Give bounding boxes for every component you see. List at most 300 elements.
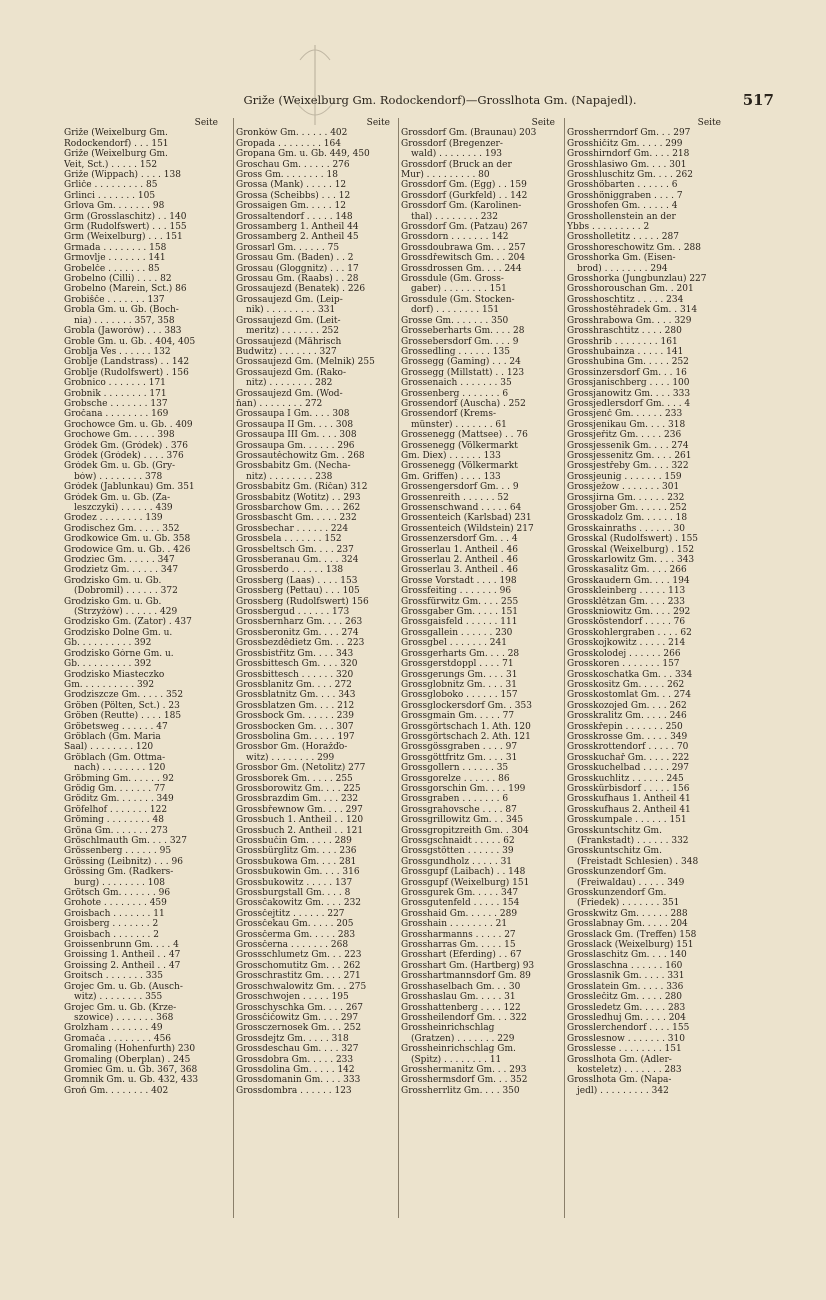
index-entry: Grosslaschitz Gm. . . . 140 bbox=[567, 950, 687, 961]
index-entry: Grosserlau 1. Antheil . 46 bbox=[401, 544, 518, 555]
index-entry: Grlinci . . . . . . . 105 bbox=[64, 190, 156, 201]
index-entry: Grosserlau 2. Antheil . 46 bbox=[401, 555, 518, 566]
index-entry: Grossdorf Gm. (Patzau) 267 bbox=[401, 222, 528, 233]
index-entry: Grossjestřeby Gm. . . . 322 bbox=[567, 461, 689, 472]
index-entry: Grosskumpale . . . . . . 151 bbox=[567, 815, 687, 826]
index-entry: Gross Gm. . . . . . . . 18 bbox=[236, 170, 338, 181]
index-entry: Grossharmanns . . . . . 27 bbox=[401, 929, 516, 940]
index-entry: Grossbukowitz . . . . . 137 bbox=[236, 877, 353, 888]
index-entry: Grossborowitz Gm. . . . 225 bbox=[236, 783, 361, 794]
index-entry: Grossdorf Gm. (Egg) . . 159 bbox=[401, 180, 527, 191]
index-entry: Groissing 2. Antheil . . 47 bbox=[64, 960, 181, 971]
index-entry: Gromaling (Oberplan) . 245 bbox=[64, 1054, 191, 1065]
index-entry: Grodziszcze Gm. . . . . 352 bbox=[64, 690, 184, 701]
index-entry: Grosshorka (Jungbunzlau) 227 bbox=[567, 274, 707, 285]
index-entry: Grodez . . . . . . . . 139 bbox=[64, 513, 163, 524]
index-entry: Grossjirna Gm. . . . . . 232 bbox=[567, 492, 685, 503]
index-entry: Grosserlau 3. Antheil . 46 bbox=[401, 565, 518, 576]
index-entry: Grossdule (Gm. Stocken- bbox=[401, 294, 515, 305]
index-entry: (Strzyżów) . . . . . . 429 bbox=[74, 607, 178, 618]
index-entry: Grosslasnik Gm. . . . . 331 bbox=[567, 971, 685, 982]
index-entry: Rodockendorf) . . . 151 bbox=[64, 138, 169, 149]
index-entry: Grm (Rudolfswert) . . . 155 bbox=[64, 222, 187, 233]
index-entry: Grossfeiting . . . . . . . 96 bbox=[401, 586, 512, 597]
column-divider bbox=[398, 118, 399, 1218]
index-entry: Grossdule (Gm. Gross- bbox=[401, 274, 504, 285]
index-entry: Grossdoubrawa Gm. . . 257 bbox=[401, 242, 526, 253]
index-entry: Gródek Gm. u. Gb. (Za- bbox=[64, 492, 171, 503]
index-entry: Grossgaisfeld . . . . . . 111 bbox=[401, 617, 518, 628]
index-entry: Grodzisko Gm. u. Gb. bbox=[64, 596, 162, 607]
index-entry: Grosslack (Weixelburg) 151 bbox=[567, 940, 694, 951]
index-entry: Grossbascht Gm. . . . . 232 bbox=[236, 513, 357, 524]
index-entry: Grobnico . . . . . . . 171 bbox=[64, 378, 166, 389]
index-entry: Grosshičitz Gm. . . . . 299 bbox=[567, 138, 683, 149]
index-entry: Gropana Gm. u. Gb. 449, 450 bbox=[236, 149, 370, 160]
index-entry: Grossdorn . . . . . . . 142 bbox=[401, 232, 509, 243]
index-entry: Grosshöniggraben . . . . 7 bbox=[567, 190, 683, 201]
index-entry: Grosskal (Weixelburg) . 152 bbox=[567, 544, 695, 555]
running-title: Griže (Weixelburg Gm. Rodockendorf)—Grosslhota Gm. (Napajedl). bbox=[243, 93, 637, 107]
index-entry: Grossgallein . . . . . . 230 bbox=[401, 627, 513, 638]
index-entry: Grossgbel . . . . . . . 241 bbox=[401, 638, 507, 649]
index-entry: Grossaupa II Gm. . . . 308 bbox=[236, 419, 354, 430]
index-entry: Grodzietz Gm. . . . . . 347 bbox=[64, 565, 179, 576]
index-entry: Budwitz) . . . . . . . 327 bbox=[236, 346, 337, 357]
index-entry: Grossczernosek Gm. . . 252 bbox=[236, 1023, 362, 1034]
index-entry: Grossdorf (Bregenzer- bbox=[401, 138, 503, 149]
index-entry: Grossaupa I Gm. . . . 308 bbox=[236, 409, 350, 420]
index-entry: Grossklětzan Gm. . . . 233 bbox=[567, 596, 685, 607]
index-entry: Grodzisko Miasteczko bbox=[64, 669, 165, 680]
index-entry: Grossbrazdim Gm. . . . 232 bbox=[236, 794, 359, 805]
index-entry: Grosskürbisdorf . . . . . 156 bbox=[567, 783, 690, 794]
index-entry: Grossenegg (Völkermarkt bbox=[401, 440, 518, 451]
index-entry: münster) . . . . . . . 61 bbox=[411, 419, 507, 430]
index-entry: Grobla (Jaworów) . . . 383 bbox=[64, 326, 182, 337]
index-entry: Groisbach . . . . . . . 2 bbox=[64, 929, 160, 940]
index-entry: Grosskaudern Gm. . . . 194 bbox=[567, 575, 690, 586]
index-entry: Grossgropitzreith Gm. . 304 bbox=[401, 825, 529, 836]
index-entry: Grossaujezd Gm. (Rako- bbox=[236, 367, 347, 378]
index-entry: Grodzisko Gm. (Zator) . 437 bbox=[64, 617, 192, 628]
index-entry: (Spitz) . . . . . . . . 11 bbox=[411, 1054, 502, 1065]
index-entry: leszczyki) . . . . . . 439 bbox=[74, 503, 173, 514]
index-entry: Grossendorf (Krems- bbox=[401, 409, 497, 420]
index-entry: Grossgstötten . . . . . . 39 bbox=[401, 846, 514, 857]
index-entry: Grosshermsdorf Gm. . . 352 bbox=[401, 1075, 528, 1086]
index-entry: Grosskoschatka Gm. . . 334 bbox=[567, 669, 693, 680]
index-entry: Grosslhota Gm. (Adler- bbox=[567, 1054, 672, 1065]
index-entry: Grossgerstdoppl . . . . 71 bbox=[401, 659, 514, 670]
index-entry: Grosskrottendorf . . . . . 70 bbox=[567, 742, 689, 753]
index-entry: Grmada . . . . . . . . 158 bbox=[64, 242, 167, 253]
index-entry: Grossbeltsch Gm. . . . 237 bbox=[236, 544, 354, 555]
index-entry: Grossamberg 2. Antheil 45 bbox=[236, 232, 359, 243]
index-entry: Veit, Sct.) . . . . . 152 bbox=[64, 159, 158, 170]
index-entry: witz) . . . . . . . . 355 bbox=[74, 992, 163, 1003]
index-entry: Grodischez Gm. . . . . 352 bbox=[64, 523, 180, 534]
index-entry: Grossjedlersdorf Gm. . . . 4 bbox=[567, 398, 691, 409]
index-entry: (Gratzen) . . . . . . . 229 bbox=[411, 1033, 515, 1044]
index-entry: Grosskřepin . . . . . . . 250 bbox=[567, 721, 683, 732]
index-entry: Grossjeunig . . . . . . . 159 bbox=[567, 471, 682, 482]
index-entry: Grosskralitz Gm. . . . . 246 bbox=[567, 711, 687, 722]
index-entry: Grosslhota Gm. (Napa- bbox=[567, 1075, 672, 1086]
index-entry: Groble Gm. u. Gb. . 404, 405 bbox=[64, 336, 196, 347]
index-entry: Grossaupa III Gm. . . . 308 bbox=[236, 430, 357, 441]
index-entry: Grossberanau Gm. . . . 324 bbox=[236, 555, 359, 566]
index-entry: Grossa (Scheibbs) . . . 12 bbox=[236, 190, 351, 201]
index-column-2 bbox=[236, 118, 392, 1228]
index-entry: Grossdomanin Gm. . . . 333 bbox=[236, 1075, 361, 1086]
column-heading: Seite bbox=[194, 118, 218, 128]
index-entry: Grossbuch 1. Antheil . . 120 bbox=[236, 815, 364, 826]
column-divider bbox=[564, 118, 565, 1218]
index-entry: Grosskuntschitz Gm. bbox=[567, 846, 662, 857]
index-entry: Grödig Gm. . . . . . . 77 bbox=[64, 783, 166, 794]
index-entry: Grossjessenitz Gm. . . . 261 bbox=[567, 450, 692, 461]
index-entry: Grossdobra Gm. . . . . 233 bbox=[236, 1054, 354, 1065]
index-entry: Grossau (Gloggnitz) . . . 17 bbox=[236, 263, 359, 274]
index-entry: burg) . . . . . . . . 108 bbox=[74, 877, 165, 888]
index-entry: Grosslerchendorf . . . . 155 bbox=[567, 1023, 690, 1034]
index-entry: Gródek Gm. (Gródek) . 376 bbox=[64, 440, 188, 451]
index-entry: Grossgrillowitz Gm. . . 345 bbox=[401, 815, 524, 826]
index-entry: Grössing Gm. (Radkers- bbox=[64, 867, 174, 878]
index-column-4 bbox=[567, 118, 723, 1228]
index-entry: Grossbechar . . . . . . 224 bbox=[236, 523, 349, 534]
index-entry: Grossgundholz . . . . . 31 bbox=[401, 856, 513, 867]
index-entry: Grosslesse . . . . . . . . 151 bbox=[567, 1044, 682, 1055]
index-entry: Grossdolina Gm. . . . . 142 bbox=[236, 1064, 355, 1075]
index-entry: Grosshorka Gm. (Eisen- bbox=[567, 253, 676, 264]
index-entry: Grossholletitz . . . . . 287 bbox=[567, 232, 679, 243]
index-entry: Grossglobnitz Gm. . . . 31 bbox=[401, 679, 517, 690]
index-entry: Grmovlje . . . . . . . 141 bbox=[64, 253, 166, 264]
index-entry: Groń Gm. . . . . . . . 402 bbox=[64, 1085, 169, 1096]
index-entry: Groissing 1. Antheil . . 47 bbox=[64, 950, 181, 961]
index-entry: Grossenegg (Mattsee) . . 76 bbox=[401, 430, 528, 441]
index-entry: Grosskrosse Gm. . . . . 349 bbox=[567, 731, 688, 742]
column-divider bbox=[233, 118, 234, 1218]
index-entry: Grosshrabowa Gm. . . . 329 bbox=[567, 315, 692, 326]
index-entry: Grossledhuj Gm. . . . . 204 bbox=[567, 1012, 686, 1023]
index-entry: Groisbach . . . . . . . 11 bbox=[64, 908, 165, 919]
index-entry: (Freiwaldau) . . . . . 349 bbox=[577, 877, 685, 888]
index-entry: Grossgörtschach 1. Ath. 120 bbox=[401, 721, 531, 732]
index-entry: Grosshollenstein an der bbox=[567, 211, 676, 222]
index-entry: Grossjeřitz Gm. . . . . 236 bbox=[567, 430, 682, 441]
index-entry: Grolzham . . . . . . . 49 bbox=[64, 1023, 163, 1034]
index-entry: Grosse Gm. . . . . . . 350 bbox=[401, 315, 509, 326]
index-entry: Gröben (Pölten, Sct.) . 23 bbox=[64, 700, 180, 711]
index-entry: Grossbabitz (Wotitz) . . 293 bbox=[236, 492, 361, 503]
index-entry: Grosschwalowitz Gm. . . 275 bbox=[236, 981, 367, 992]
index-entry: Grossaigen Gm. . . . . 12 bbox=[236, 201, 346, 212]
index-entry: nitz) . . . . . . . . 238 bbox=[246, 471, 333, 482]
index-entry: Grossenreith . . . . . . 52 bbox=[401, 492, 509, 503]
index-entry: Grossglockersdorf Gm. . 353 bbox=[401, 700, 532, 711]
index-entry: Grossgloboko . . . . . . 157 bbox=[401, 690, 518, 701]
index-entry: Grossheinrichschlag bbox=[401, 1023, 495, 1034]
index-entry: gaber) . . . . . . . . 151 bbox=[411, 284, 507, 295]
index-entry: Grodziec Gm. . . . . . 347 bbox=[64, 555, 175, 566]
index-entry: (Freistadt Schlesien) . 348 bbox=[577, 856, 699, 867]
index-entry: Grossčejtitz . . . . . . 227 bbox=[236, 908, 345, 919]
index-column-1 bbox=[64, 118, 220, 1228]
index-entry: Grosskufhaus 2. Antheil 41 bbox=[567, 804, 691, 815]
index-entry: Grossenzersdorf Gm. . . 4 bbox=[401, 534, 518, 545]
index-entry: Groissenbrunn Gm. . . . 4 bbox=[64, 940, 179, 951]
index-entry: Grossbučin Gm. . . . . 289 bbox=[236, 836, 352, 847]
index-entry: witz) . . . . . . . . 299 bbox=[246, 752, 335, 763]
index-entry: Grosslesnow . . . . . . . 310 bbox=[567, 1033, 685, 1044]
index-entry: Grossenschwand . . . . . 64 bbox=[401, 503, 522, 514]
index-entry: Gm. . . . . . . . . . 392 bbox=[64, 679, 155, 690]
index-entry: Gb. . . . . . . . . . 392 bbox=[64, 659, 152, 670]
index-entry: Gb. . . . . . . . . . 392 bbox=[64, 638, 152, 649]
index-entry: Grossberdo . . . . . . 138 bbox=[236, 565, 344, 576]
index-entry: Grossa (Mank) . . . . . 12 bbox=[236, 180, 347, 191]
column-heading: Seite bbox=[531, 118, 555, 128]
index-entry: Gröschlmauth Gm. . . . 327 bbox=[64, 836, 188, 847]
index-entry: ňan) . . . . . . . . 272 bbox=[236, 398, 323, 409]
index-entry: Grossbela . . . . . . . 152 bbox=[236, 534, 342, 545]
index-entry: Grossgorelze . . . . . . 86 bbox=[401, 773, 510, 784]
index-entry: Grossbernharz Gm. . . . 263 bbox=[236, 617, 363, 628]
index-entry: Grossbabitz Gm. (Necha- bbox=[236, 461, 351, 472]
index-entry: Gropada . . . . . . . . 164 bbox=[236, 138, 341, 149]
index-entry: Grossježow . . . . . . . 301 bbox=[567, 482, 680, 493]
page-number: 517 bbox=[742, 91, 774, 109]
index-entry: nitz) . . . . . . . . 282 bbox=[246, 378, 333, 389]
index-entry: Grossherrndorf Gm. . . 297 bbox=[567, 128, 691, 139]
index-entry: Gródek (Gródek) . . . . 376 bbox=[64, 450, 184, 461]
index-entry: (Frankstadt) . . . . . . 332 bbox=[577, 836, 689, 847]
index-entry: Gródek (Jablunkau) Gm. 351 bbox=[64, 482, 195, 493]
index-entry: Grosskleinberg . . . . . 113 bbox=[567, 586, 686, 597]
index-entry: Grosskasalitz Gm. . . . 266 bbox=[567, 565, 687, 576]
index-entry: Grossgmain Gm. . . . . 77 bbox=[401, 711, 515, 722]
index-entry: Grosschomutitz Gm. . . 262 bbox=[236, 960, 361, 971]
index-entry: Grosshaslau Gm. . . . . 31 bbox=[401, 992, 516, 1003]
index-entry: Grossjanischberg . . . . 100 bbox=[567, 378, 690, 389]
index-entry: Grosshorouschan Gm. . 201 bbox=[567, 284, 694, 295]
index-entry: Gröming . . . . . . . . 48 bbox=[64, 815, 164, 826]
index-entry: Grlova Gm. . . . . . . 98 bbox=[64, 201, 165, 212]
index-entry: Grosschwojen . . . . . 195 bbox=[236, 992, 349, 1003]
index-entry: Grosshattenberg . . . . 122 bbox=[401, 1002, 521, 1013]
index-entry: Grossschlumetz Gm. . . 223 bbox=[236, 950, 362, 961]
index-entry: Grosskoren . . . . . . . 157 bbox=[567, 659, 680, 670]
index-entry: Grosseberharts Gm. . . . 28 bbox=[401, 326, 525, 337]
index-entry: Grosskainraths . . . . . . 30 bbox=[567, 523, 685, 534]
index-entry: Grojec Gm. u. Gb. (Krze- bbox=[64, 1002, 177, 1013]
index-entry: Grossčičowitz Gm. . . . 297 bbox=[236, 1012, 359, 1023]
index-entry: Grosslaschna . . . . . . 160 bbox=[567, 960, 683, 971]
index-entry: Gromiec Gm. u. Gb. 367, 368 bbox=[64, 1064, 198, 1075]
index-entry: Grodzisko Gm. u. Gb. bbox=[64, 575, 162, 586]
index-entry: kosteletz) . . . . . . . 283 bbox=[577, 1064, 682, 1075]
index-entry: Grobelno (Cilli) . . . . 82 bbox=[64, 274, 172, 285]
index-entry: Grossčekau Gm. . . . . 205 bbox=[236, 919, 354, 930]
index-entry: Grossbolina Gm. . . . . 197 bbox=[236, 731, 355, 742]
index-entry: Grosshermanitz Gm. . . 293 bbox=[401, 1064, 527, 1075]
index-entry: Grossbukowin Gm. . . . 316 bbox=[236, 867, 360, 878]
index-entry: Grossgörtschach 2. Ath. 121 bbox=[401, 731, 531, 742]
index-entry: Grossbittesch Gm. . . . 320 bbox=[236, 659, 358, 670]
index-entry: Grm (Weixelburg) . . . 151 bbox=[64, 232, 183, 243]
index-entry: Grosskal (Rudolfswert) . 155 bbox=[567, 534, 699, 545]
index-entry: Gromnik Gm. u. Gb. 432, 433 bbox=[64, 1075, 199, 1086]
index-entry: Griže (Weixelburg Gm. bbox=[64, 128, 168, 139]
index-entry: Grm (Grosslaschitz) . . 140 bbox=[64, 211, 187, 222]
index-entry: Grosskozojed Gm. . . . 262 bbox=[567, 700, 687, 711]
index-entry: Grodowice Gm. u. Gb. . 426 bbox=[64, 544, 191, 555]
index-entry: Grossaujezd (Mährisch bbox=[236, 336, 342, 347]
index-entry: Grosshubina Gm. . . . . 252 bbox=[567, 357, 689, 368]
index-entry: Gröblach (Gm. Maria bbox=[64, 731, 161, 742]
index-entry: Grochowce Gm. u. Gb. . 409 bbox=[64, 419, 193, 430]
index-entry: Grössenberg . . . . . . 95 bbox=[64, 846, 172, 857]
index-entry: Saal) . . . . . . . . 120 bbox=[64, 742, 154, 753]
index-entry: Grossledetz Gm. . . . . 283 bbox=[567, 1002, 686, 1013]
index-entry: Grosslatein Gm. . . . . 336 bbox=[567, 981, 684, 992]
index-entry: Grossaujezd Gm. (Wod- bbox=[236, 388, 343, 399]
index-entry: Gröfelhof . . . . . . . 122 bbox=[64, 804, 168, 815]
index-entry: Gröbming Gm. . . . . . 92 bbox=[64, 773, 175, 784]
index-entry: Grobelče . . . . . . . 85 bbox=[64, 263, 160, 274]
index-entry: brod) . . . . . . . . 294 bbox=[577, 263, 668, 274]
index-entry: Grossbittesch . . . . . . 320 bbox=[236, 669, 354, 680]
index-entry: nik) . . . . . . . . . 331 bbox=[246, 305, 336, 316]
index-entry: Grossgupf (Weixelburg) 151 bbox=[401, 877, 530, 888]
index-entry: bów) . . . . . . . . 378 bbox=[74, 471, 163, 482]
index-entry: Grosshraschtitz . . . . 280 bbox=[567, 326, 682, 337]
index-entry: Grosskö́stendorf . . . . . 76 bbox=[567, 617, 686, 628]
index-entry: Grossblatnitz Gm. . . . 343 bbox=[236, 690, 356, 701]
index-entry: Grosskarlowitz Gm. . . . 343 bbox=[567, 555, 695, 566]
index-entry: Grosshaid Gm. . . . . . 289 bbox=[401, 908, 518, 919]
index-entry: Grossberg (Laas) . . . . 153 bbox=[236, 575, 358, 586]
index-entry: Gromaling (Hohenfurth) 230 bbox=[64, 1044, 196, 1055]
index-entry: nach) . . . . . . . . 120 bbox=[74, 763, 166, 774]
index-entry: Grosshirndorf Gm. . . . 218 bbox=[567, 149, 690, 160]
index-entry: Groblje (Rudolfswert) . 156 bbox=[64, 367, 189, 378]
index-entry: Grossenteich (Wildstein) 217 bbox=[401, 523, 534, 534]
index-entry: Grossebersdorf Gm. . . . 9 bbox=[401, 336, 519, 347]
index-entry: Grossdrossen Gm. . . . 244 bbox=[401, 263, 522, 274]
index-entry: Grosshöbarten . . . . . . 6 bbox=[567, 180, 678, 191]
index-entry: Grosskufhaus 1. Antheil 41 bbox=[567, 794, 691, 805]
index-entry: Grössing (Leibnitz) . . . 96 bbox=[64, 856, 183, 867]
index-entry: Grötsch Gm. . . . . . . 96 bbox=[64, 888, 171, 899]
index-entry: Grossborek Gm. . . . . 255 bbox=[236, 773, 353, 784]
index-entry: jedl) . . . . . . . . . 342 bbox=[577, 1085, 669, 1096]
index-entry: Grossenteich (Karlsbad) 231 bbox=[401, 513, 532, 524]
index-entry: Grosshain . . . . . . . . 21 bbox=[401, 919, 508, 930]
index-entry: Grosskuntschitz Gm. bbox=[567, 825, 662, 836]
index-entry: (Friedek) . . . . . . . 351 bbox=[577, 898, 680, 909]
index-entry: Groisberg . . . . . . . 2 bbox=[64, 919, 159, 930]
index-entry: dorf) . . . . . . . . 151 bbox=[411, 305, 500, 316]
index-entry: Grosshrib . . . . . . . . 161 bbox=[567, 336, 678, 347]
index-entry: Grossgschnaidt . . . . . 62 bbox=[401, 836, 515, 847]
index-entry: Grosshart Gm. (Hartberg) 93 bbox=[401, 960, 535, 971]
index-entry: Grossbarchow Gm. . . . 262 bbox=[236, 503, 361, 514]
index-entry: Griže (Wippach) . . . . 138 bbox=[64, 170, 181, 181]
index-entry: Groblja Ves . . . . . . 132 bbox=[64, 346, 171, 357]
index-entry: Grossjober Gm. . . . . . 252 bbox=[567, 503, 687, 514]
index-entry: Grossgöttfritz Gm. . . . 31 bbox=[401, 752, 518, 763]
index-entry: Grosskuchař Gm. . . . . 222 bbox=[567, 752, 690, 763]
index-entry: Grossberg (Pettau) . . . 105 bbox=[236, 586, 360, 597]
index-entry: Grosskuchelbad . . . . . 297 bbox=[567, 763, 689, 774]
index-entry: Grosskolodej . . . . . . 266 bbox=[567, 648, 681, 659]
index-entry: Grossgutenfeld . . . . . 154 bbox=[401, 898, 520, 909]
index-entry: Grossgaber Gm. . . . . 151 bbox=[401, 607, 519, 618]
index-entry: Grosskuchlitz . . . . . . 245 bbox=[567, 773, 684, 784]
index-entry: Grodzisko Dolne Gm. u. bbox=[64, 627, 173, 638]
index-entry: Grosskostomlat Gm. . . 274 bbox=[567, 690, 691, 701]
index-entry: Grossdejtz Gm. . . . . 318 bbox=[236, 1033, 349, 1044]
index-entry: Grossgrahovsche . . . . 87 bbox=[401, 804, 517, 815]
index-entry: Grosse Vorstadt . . . . 198 bbox=[401, 575, 517, 586]
index-entry: Gródek Gm. u. Gb. (Gry- bbox=[64, 461, 176, 472]
index-entry: Grossaujezd Gm. (Leit- bbox=[236, 315, 341, 326]
index-entry: Grosslack Gm. (Treffen) 158 bbox=[567, 929, 697, 940]
index-entry: wald) . . . . . . . . 193 bbox=[411, 149, 503, 160]
column-heading: Seite bbox=[697, 118, 721, 128]
index-entry: Grossčakowitz Gm. . . . 232 bbox=[236, 898, 362, 909]
index-entry: Grosshluschitz Gm. . . . 262 bbox=[567, 170, 693, 181]
index-entry: Groblje (Landstrass) . . 142 bbox=[64, 357, 190, 368]
index-entry: Grossenberg . . . . . . . 6 bbox=[401, 388, 509, 399]
index-entry: nia) . . . . . . . 357, 358 bbox=[74, 315, 175, 326]
index-entry: Grosshaselbach Gm. . . 30 bbox=[401, 981, 521, 992]
index-entry: Grosshoreschowitz Gm. . 288 bbox=[567, 242, 702, 253]
index-entry: Grossharras Gm. . . . . 15 bbox=[401, 940, 516, 951]
index-entry: Grodzisko Górne Gm. u. bbox=[64, 648, 174, 659]
index-entry: Grosskadolz Gm. . . . . . 18 bbox=[567, 513, 688, 524]
index-entry: Grossdorf Gm. (Karolinen- bbox=[401, 201, 522, 212]
index-entry: Grosskojkowitz . . . . . 214 bbox=[567, 638, 686, 649]
index-entry: Grosshart (Eferding) . . 67 bbox=[401, 950, 522, 961]
index-entry: Grosshlasiwo Gm. . . . 301 bbox=[567, 159, 687, 170]
index-entry: Grossdorf Gm. (Braunau) 203 bbox=[401, 128, 537, 139]
index-entry: Grobsche . . . . . . . 137 bbox=[64, 398, 168, 409]
index-entry: Grossau Gm. (Baden) . . 2 bbox=[236, 253, 354, 264]
index-entry: Grossbezdědietz Gm. . . 223 bbox=[236, 638, 365, 649]
index-entry: Grossedling . . . . . . 135 bbox=[401, 346, 510, 357]
index-entry: Gröbetsweg . . . . . . 47 bbox=[64, 721, 168, 732]
index-entry: Grosschrastitz Gm. . . . 271 bbox=[236, 971, 361, 982]
index-entry: Grosskunzendorf Gm. bbox=[567, 867, 667, 878]
index-entry: Gröna Gm. . . . . . . 273 bbox=[64, 825, 168, 836]
index-entry: Grossdorf (Gurkfeld) . . 142 bbox=[401, 190, 528, 201]
index-entry: Grossheilendorf Gm. . . 322 bbox=[401, 1012, 527, 1023]
index-entry: Grossgorschin Gm. . . . 199 bbox=[401, 783, 526, 794]
index-entry: Grossbor Gm. (Netolitz) 277 bbox=[236, 763, 366, 774]
index-entry: Grossčerma Gm. . . . . 283 bbox=[236, 929, 356, 940]
index-entry: Grossgollern . . . . . . 35 bbox=[401, 763, 509, 774]
index-entry: Grosskwitz Gm. . . . . . 288 bbox=[567, 908, 688, 919]
index-entry: Grossberg (Rudolfswert) 156 bbox=[236, 596, 369, 607]
index-entry: Grossdombra . . . . . . 123 bbox=[236, 1085, 352, 1096]
index-entry: Gm. Griffen) . . . . 133 bbox=[401, 471, 501, 482]
index-entry: Grobelno (Marein, Sct.) 86 bbox=[64, 284, 187, 295]
